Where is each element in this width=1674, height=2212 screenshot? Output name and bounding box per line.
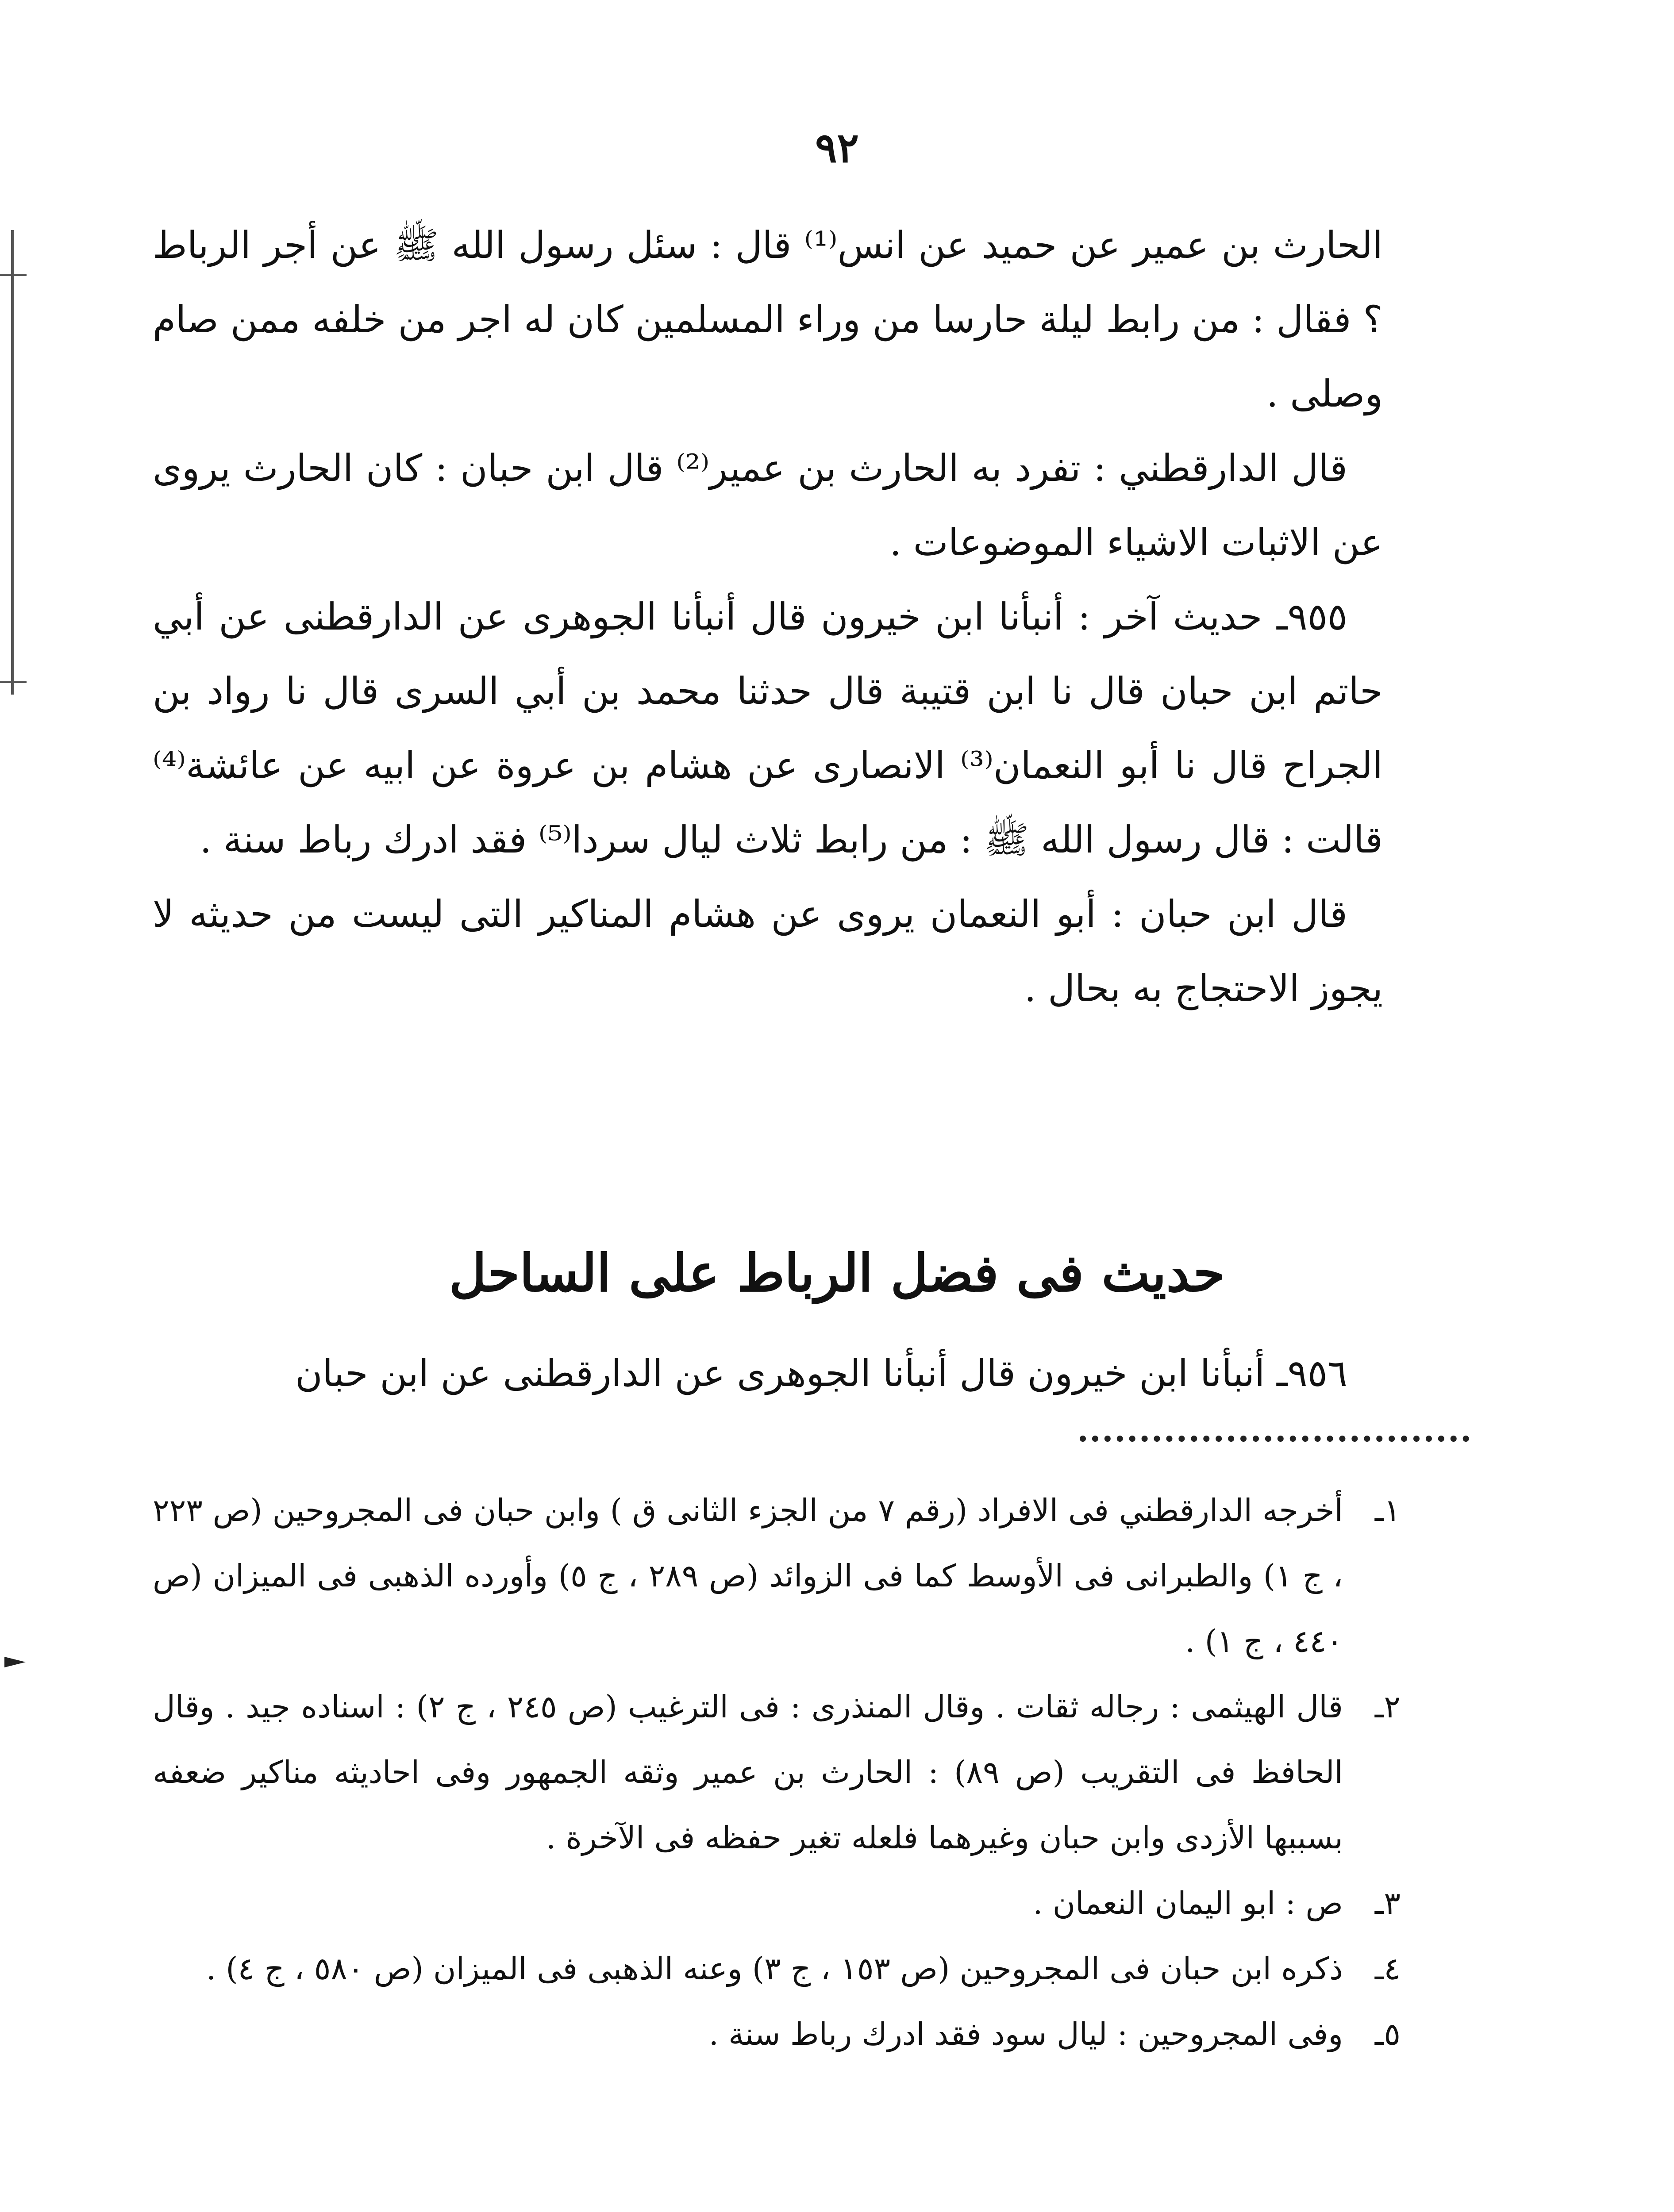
paragraph-5: ٩٥٦ـ أنبأنا ابن خيرون قال أنبأنا الجوهرى عن الدارقطنى عن ابن حبان (295, 1352, 1347, 1395)
footnote-4 (153, 1936, 1401, 2001)
page-number: ٩٢ (815, 124, 859, 172)
footnote-5 (153, 2001, 1401, 2067)
footnote-number: ١ـ (1374, 1492, 1401, 1528)
paragraph-4: قال ابن حبان : أبو النعمان يروى عن هشام المناكير التى ليست من حديثه لا يجوز الاحتجاج به بحال . (153, 892, 1383, 1010)
paragraph-2: قال الدارقطني : تفرد به الحارث بن عمير⁽²⁾ قال ابن حبان : كان الحارث يروى عن الاثبات الاشياء الموضوعات . (153, 446, 1383, 564)
footnote-text: وفى المجروحين : ليال سود فقد ادرك رباط سنة . (708, 2016, 1343, 2052)
binding-margin-line (11, 230, 14, 695)
footnote-text: ذكره ابن حبان فى المجروحين (ص ١٥٣ ، ج ٣) وعنه الذهبى فى الميزان (ص ٥٨٠ ، ج ٤) . (206, 1951, 1343, 1987)
footnotes (153, 1478, 1401, 2067)
main-text (153, 208, 1383, 1025)
footnote-number: ٥ـ (1374, 2016, 1401, 2052)
footnote-3 (153, 1870, 1401, 1936)
margin-arrow-icon (4, 1657, 26, 1667)
binding-margin-tick (0, 274, 27, 276)
footnote-text: أخرجه الدارقطني فى الافراد (رقم ٧ من الجزء الثانى ق ) وابن حبان فى المجروحين (ص ٢٢٣ ، ج ١) والطبرانى فى الأوسط كما فى الزوائد (ص ٢٨٩ ، ج ٥) وأورده الذهبى فى الميزان (ص ٤٤٠ ، ج ١) . (153, 1492, 1343, 1659)
footnote-text: ص : ابو اليمان النعمان . (1033, 1885, 1343, 1921)
chapter-heading: حديث فى فضل الرباط على الساحل (449, 1243, 1225, 1303)
paragraph-3: ٩٥٥ـ حديث آخر : أنبأنا ابن خيرون قال أنبأنا الجوهرى عن الدارقطنى عن أبي حاتم ابن حبان قال نا ابن قتيبة قال حدثنا محمد بن أبي السرى قال نا رواد بن الجراح قال نا أبو النعمان⁽³⁾ الانصارى عن هشام بن عروة عن ابيه عن عائشة⁽⁴⁾ قالت : قال رسول الله ﷺ : من رابط ثلاث ليال سردا⁽⁵⁾ فقد ادرك رباط سنة . (153, 595, 1383, 861)
footnote-number: ٢ـ (1374, 1689, 1401, 1725)
binding-margin-tick (0, 681, 27, 683)
paragraph-1: الحارث بن عمير عن حميد عن انس⁽¹⁾ قال : سئل رسول الله ﷺ عن أجر الرباط ؟ فقال : من رابط ليلة حارسا من وراء المسلمين كان له اجر من خلفه ممن صام وصلى . (153, 223, 1383, 415)
footnote-1 (153, 1478, 1401, 1674)
footnote-number: ٤ـ (1374, 1951, 1401, 1987)
footnote-separator (1080, 1436, 1469, 1442)
footnote-2 (153, 1674, 1401, 1870)
footnote-number: ٣ـ (1374, 1885, 1401, 1921)
footnote-text: قال الهيثمى : رجاله ثقات . وقال المنذرى : فى الترغيب (ص ٢٤٥ ، ج ٢) : اسناده جيد . وقال الحافظ فى التقريب (ص ٨٩) : الحارث بن عمير وثقه الجمهور وفى احاديثه مناكير ضعفه بسببها الأزدى وابن حبان وغيرهما فلعله تغير حفظه فى الآخرة . (153, 1689, 1343, 1856)
